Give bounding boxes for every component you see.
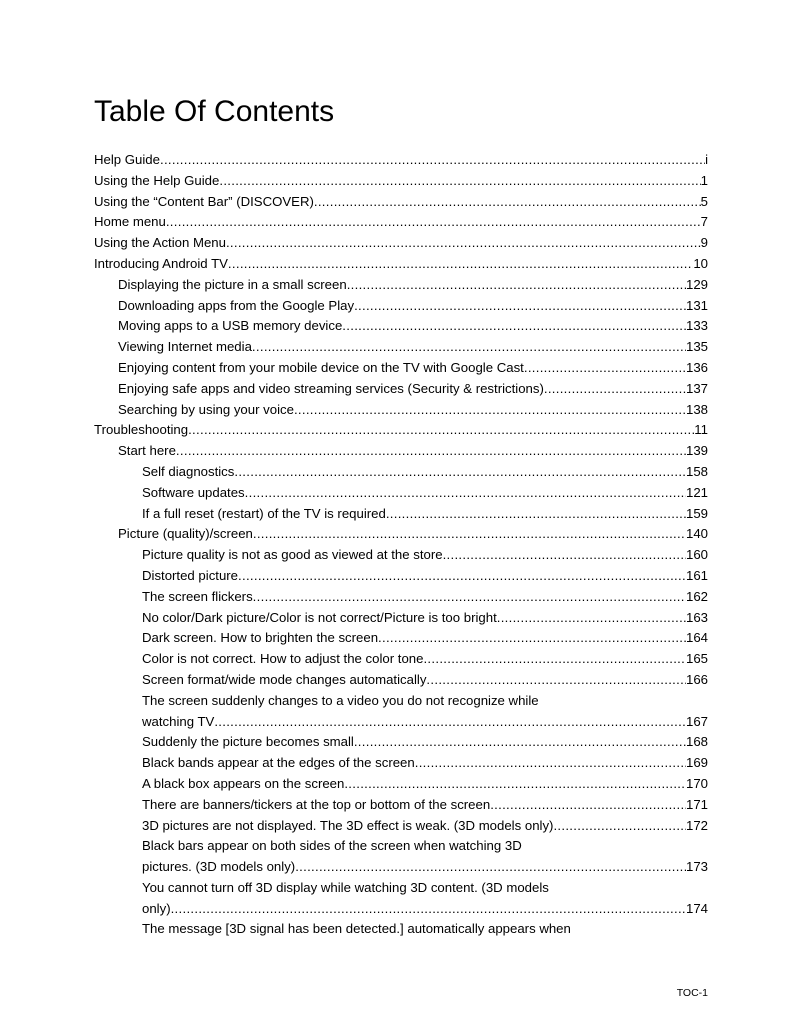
toc-page-number: 158 bbox=[685, 463, 708, 479]
toc-entry-title: Displaying the picture in a small screen bbox=[118, 276, 347, 292]
toc-entry-title: Color is not correct. How to adjust the color tone bbox=[142, 651, 424, 667]
toc-entry-continuation bbox=[142, 899, 708, 920]
page-title: Table Of Contents bbox=[94, 95, 335, 128]
dot-leader bbox=[544, 379, 686, 400]
toc-page-number: 160 bbox=[685, 547, 708, 563]
toc-entry[interactable] bbox=[94, 233, 708, 254]
toc-entry-title: Introducing Android TV bbox=[94, 255, 228, 271]
toc-entry-title: You cannot turn off 3D display while watching 3D content. (3D models bbox=[142, 879, 549, 895]
toc-entry-title: Software updates bbox=[142, 484, 245, 500]
toc-page-number: 7 bbox=[700, 214, 708, 230]
dot-leader bbox=[252, 337, 686, 358]
toc-entry[interactable] bbox=[94, 275, 708, 296]
dot-leader bbox=[253, 587, 686, 608]
dot-leader bbox=[415, 753, 686, 774]
toc-entry[interactable] bbox=[94, 420, 708, 441]
toc-entry-title: Self diagnostics bbox=[142, 463, 235, 479]
toc-entry-title: Moving apps to a USB memory device bbox=[118, 318, 343, 334]
toc-entry-title: Enjoying content from your mobile device on the TV with Google Cast bbox=[118, 359, 524, 375]
toc-page-number: 138 bbox=[685, 401, 708, 417]
toc-entry-title: Using the Action Menu bbox=[94, 235, 226, 251]
dot-leader bbox=[378, 628, 686, 649]
toc-page-number: 131 bbox=[685, 297, 708, 313]
toc-page-number: 136 bbox=[685, 359, 708, 375]
toc-entry-title: Black bands appear at the edges of the screen bbox=[142, 755, 415, 771]
toc-page-number: 169 bbox=[685, 755, 708, 771]
toc-entry-title: pictures. (3D models only) bbox=[142, 859, 296, 875]
toc-entry-title: Black bars appear on both sides of the screen when watching 3D bbox=[142, 838, 522, 854]
toc-entry[interactable] bbox=[94, 691, 708, 733]
toc-entry-title: A black box appears on the screen bbox=[142, 775, 345, 791]
toc-page-number: 5 bbox=[700, 193, 708, 209]
toc-entry-title: Distorted picture bbox=[142, 567, 239, 583]
toc-page-number: 9 bbox=[700, 235, 708, 251]
toc-entry-title: Suddenly the picture becomes small bbox=[142, 734, 354, 750]
toc-page-number: 171 bbox=[685, 796, 708, 812]
dot-leader bbox=[497, 608, 686, 629]
dot-leader bbox=[354, 296, 686, 317]
toc-page-number: 170 bbox=[685, 775, 708, 791]
dot-leader bbox=[219, 171, 700, 192]
toc-entry[interactable] bbox=[94, 462, 708, 483]
toc-entry-title: Help Guide bbox=[94, 152, 160, 167]
dot-leader bbox=[214, 712, 686, 733]
toc-entry-title: Searching by using your voice bbox=[118, 401, 294, 417]
dot-leader bbox=[386, 504, 686, 525]
footer-page-number: TOC-1 bbox=[676, 987, 708, 999]
toc-entry-title: The screen flickers bbox=[142, 588, 253, 604]
toc-page-number: 135 bbox=[685, 339, 708, 355]
toc-entry[interactable] bbox=[94, 753, 708, 774]
toc-page-number: 164 bbox=[685, 630, 708, 646]
toc-entry[interactable] bbox=[94, 795, 708, 816]
toc-entry-title: 3D pictures are not displayed. The 3D effect is weak. (3D models only) bbox=[142, 817, 554, 833]
toc-page-number: 137 bbox=[685, 380, 708, 396]
toc-page-number: 133 bbox=[685, 318, 708, 334]
toc-entry[interactable] bbox=[94, 400, 708, 421]
toc-entry[interactable] bbox=[94, 816, 708, 837]
dot-leader bbox=[524, 358, 686, 379]
toc-entry[interactable] bbox=[94, 919, 708, 940]
dot-leader bbox=[245, 483, 686, 504]
dot-leader bbox=[426, 670, 686, 691]
toc-entry[interactable] bbox=[94, 649, 708, 670]
toc-entry[interactable] bbox=[94, 836, 708, 878]
table-of-contents bbox=[94, 150, 708, 940]
dot-leader bbox=[226, 233, 701, 254]
toc-page-number: 121 bbox=[685, 484, 708, 500]
toc-entry[interactable] bbox=[94, 524, 708, 545]
toc-entry[interactable] bbox=[94, 628, 708, 649]
toc-entry[interactable] bbox=[94, 441, 708, 462]
toc-entry[interactable] bbox=[94, 545, 708, 566]
dot-leader bbox=[171, 899, 686, 920]
dot-leader bbox=[553, 816, 686, 837]
toc-entry[interactable] bbox=[94, 587, 708, 608]
toc-entry[interactable] bbox=[94, 337, 708, 358]
dot-leader bbox=[344, 774, 686, 795]
toc-entry[interactable] bbox=[94, 732, 708, 753]
dot-leader bbox=[253, 524, 686, 545]
dot-leader bbox=[295, 857, 686, 878]
toc-entry-title: The message [3D signal has been detected.] automatically appears when bbox=[142, 921, 571, 937]
toc-page-number: 165 bbox=[685, 651, 708, 667]
toc-entry[interactable] bbox=[94, 150, 708, 171]
toc-entry-title: Picture quality is not as good as viewed at the store bbox=[142, 547, 443, 563]
toc-page-number: 163 bbox=[685, 609, 708, 625]
dot-leader bbox=[234, 462, 686, 483]
toc-entry-title: watching TV bbox=[142, 713, 215, 729]
dot-leader bbox=[160, 150, 705, 171]
dot-leader bbox=[423, 649, 686, 670]
dot-leader bbox=[228, 254, 693, 275]
toc-page-number: 1 bbox=[700, 172, 708, 188]
toc-entry[interactable] bbox=[94, 379, 708, 400]
toc-entry[interactable] bbox=[94, 254, 708, 275]
toc-entry[interactable] bbox=[94, 878, 708, 920]
toc-page-number: i bbox=[705, 152, 708, 167]
toc-page-number: 162 bbox=[685, 588, 708, 604]
toc-page-number: 174 bbox=[685, 900, 708, 916]
toc-page-number: 10 bbox=[693, 255, 708, 271]
toc-entry[interactable] bbox=[94, 316, 708, 337]
toc-page-number: 139 bbox=[685, 443, 708, 459]
toc-page-number: 168 bbox=[685, 734, 708, 750]
dot-leader bbox=[490, 795, 686, 816]
toc-page-number: 166 bbox=[685, 671, 708, 687]
toc-entry-title: If a full reset (restart) of the TV is required bbox=[142, 505, 386, 521]
toc-entry-title: No color/Dark picture/Color is not correct/Picture is too bright bbox=[142, 609, 497, 625]
toc-entry[interactable] bbox=[94, 774, 708, 795]
toc-page-number: 159 bbox=[685, 505, 708, 521]
toc-entry[interactable] bbox=[94, 192, 708, 213]
toc-entry-title: Dark screen. How to brighten the screen bbox=[142, 630, 379, 646]
toc-entry-title: The screen suddenly changes to a video you do not recognize while bbox=[142, 692, 539, 708]
toc-entry-title: Home menu bbox=[94, 214, 166, 230]
toc-entry[interactable] bbox=[94, 670, 708, 691]
toc-entry-title: Screen format/wide mode changes automatically bbox=[142, 671, 427, 687]
dot-leader bbox=[342, 316, 686, 337]
toc-page-number: 11 bbox=[694, 422, 708, 438]
toc-page-number: 173 bbox=[685, 859, 708, 875]
toc-entry-title: Downloading apps from the Google Play bbox=[118, 297, 355, 313]
toc-page-number: 140 bbox=[685, 526, 708, 542]
toc-entry[interactable] bbox=[94, 358, 708, 379]
toc-entry[interactable] bbox=[94, 212, 708, 233]
toc-page-number: 129 bbox=[685, 276, 708, 292]
toc-entry-title: There are banners/tickers at the top or bottom of the screen bbox=[142, 796, 491, 812]
toc-entry-title: only) bbox=[142, 900, 171, 916]
toc-entry[interactable] bbox=[94, 296, 708, 317]
toc-entry[interactable] bbox=[94, 171, 708, 192]
toc-page-number: 167 bbox=[685, 713, 708, 729]
toc-entry-title: Troubleshooting bbox=[94, 422, 189, 438]
toc-entry-continuation bbox=[142, 712, 708, 733]
dot-leader bbox=[314, 192, 701, 213]
toc-entry-title: Start here bbox=[118, 443, 176, 459]
dot-leader bbox=[294, 400, 686, 421]
dot-leader bbox=[443, 545, 686, 566]
dot-leader bbox=[238, 566, 686, 587]
toc-page-number: 172 bbox=[685, 817, 708, 833]
toc-entry-title: Viewing Internet media bbox=[118, 339, 252, 355]
toc-entry-title: Using the “Content Bar” (DISCOVER) bbox=[94, 193, 314, 209]
dot-leader bbox=[166, 212, 701, 233]
toc-entry[interactable] bbox=[94, 483, 708, 504]
toc-entry[interactable] bbox=[94, 504, 708, 525]
toc-entry-continuation bbox=[142, 857, 708, 878]
toc-entry[interactable] bbox=[94, 566, 708, 587]
toc-page-number: 161 bbox=[685, 567, 708, 583]
toc-entry-title: Picture (quality)/screen bbox=[118, 526, 253, 542]
toc-entry[interactable] bbox=[94, 608, 708, 629]
dot-leader bbox=[347, 275, 686, 296]
dot-leader bbox=[188, 420, 694, 441]
dot-leader bbox=[354, 732, 686, 753]
toc-entry-title: Using the Help Guide bbox=[94, 172, 220, 188]
toc-entry-title: Enjoying safe apps and video streaming services (Security & restrictions) bbox=[118, 380, 544, 396]
dot-leader bbox=[176, 441, 686, 462]
